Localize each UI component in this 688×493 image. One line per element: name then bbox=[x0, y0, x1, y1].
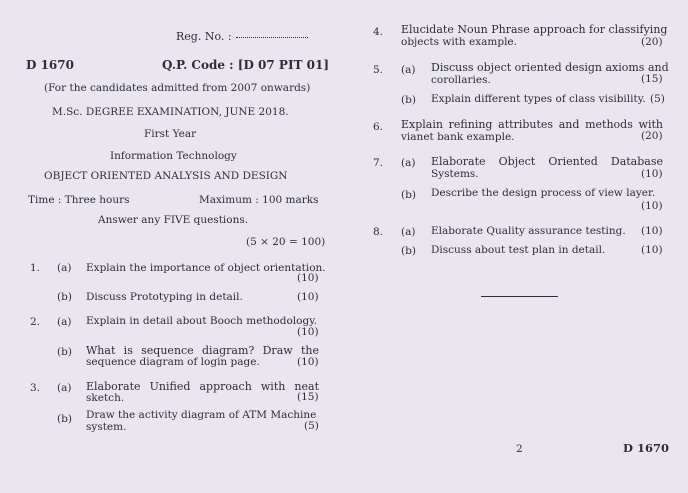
q6-marks: (20) bbox=[641, 130, 663, 142]
time-allowed: Time : Three hours bbox=[28, 194, 130, 206]
qp-code: Q.P. Code : [D 07 PIT 01] bbox=[162, 58, 330, 72]
q2a-label: (a) bbox=[57, 316, 72, 328]
q1b-label: (b) bbox=[57, 291, 72, 303]
q7a-label: (a) bbox=[401, 157, 416, 169]
q1a-text: Explain the importance of object orientation. bbox=[86, 262, 326, 274]
q3-number: 3. bbox=[30, 382, 41, 394]
q2a-text: Explain in detail about Booch methodology. bbox=[86, 315, 318, 327]
q3b-marks: (5) bbox=[304, 420, 319, 432]
q2b-text-line1: What is sequence diagram? Draw the bbox=[86, 344, 319, 357]
q2a-marks: (10) bbox=[297, 326, 319, 338]
q3b-label: (b) bbox=[57, 413, 72, 425]
end-of-paper-rule bbox=[481, 296, 558, 297]
q5a-text-line2: corollaries. bbox=[431, 74, 491, 86]
q7a-marks: (10) bbox=[641, 168, 663, 180]
q2b-text-line2: sequence diagram of login page. bbox=[86, 356, 260, 368]
q5a-text-line1: Discuss object oriented design axioms and bbox=[431, 61, 669, 74]
q4-number: 4. bbox=[373, 26, 384, 38]
q7-number: 7. bbox=[373, 157, 384, 169]
max-marks: Maximum : 100 marks bbox=[199, 194, 319, 206]
q8a-marks: (10) bbox=[641, 225, 663, 237]
q8b-label: (b) bbox=[401, 245, 416, 257]
q8-number: 8. bbox=[373, 226, 384, 238]
page-number: 2 bbox=[516, 443, 523, 455]
candidates-note: (For the candidates admitted from 2007 onwards) bbox=[44, 82, 311, 94]
q2b-marks: (10) bbox=[297, 356, 319, 368]
q7a-text-line2: Systems. bbox=[431, 168, 479, 180]
programme: Information Technology bbox=[110, 150, 237, 162]
q8b-marks: (10) bbox=[641, 244, 663, 256]
q2b-label: (b) bbox=[57, 346, 72, 358]
q3a-marks: (15) bbox=[297, 391, 319, 403]
q5a-marks: (15) bbox=[641, 73, 663, 85]
q3b-text-line1: Draw the activity diagram of ATM Machine bbox=[86, 409, 317, 421]
q7b-marks: (10) bbox=[641, 200, 663, 212]
q1-number: 1. bbox=[30, 262, 41, 274]
q3b-text-line2: system. bbox=[86, 421, 127, 433]
q3a-label: (a) bbox=[57, 382, 72, 394]
q1a-label: (a) bbox=[57, 262, 72, 274]
reg-no bbox=[176, 30, 308, 43]
subject-title: OBJECT ORIENTED ANALYSIS AND DESIGN bbox=[44, 170, 288, 182]
q4-text-line2: objects with example. bbox=[401, 36, 517, 48]
q6-text-line2: vianet bank example. bbox=[401, 131, 515, 143]
q3a-text-line2: sketch. bbox=[86, 392, 125, 404]
q5b-text: Explain different types of class visibility. bbox=[431, 93, 646, 105]
q7b-text: Describe the design process of view layer. bbox=[431, 187, 656, 199]
q1b-marks: (10) bbox=[297, 291, 319, 303]
reg-no-blank bbox=[236, 37, 308, 38]
q5b-label: (b) bbox=[401, 94, 416, 106]
q4-marks: (20) bbox=[641, 36, 663, 48]
q2-number: 2. bbox=[30, 316, 41, 328]
reg-no-label: Reg. No. : bbox=[176, 30, 232, 43]
footer-paper-code: D 1670 bbox=[623, 441, 669, 455]
q5b-marks: (5) bbox=[650, 93, 665, 105]
q8a-text: Elaborate Quality assurance testing. bbox=[431, 225, 626, 237]
q6-text-line1: Explain refining attributes and methods with bbox=[401, 118, 663, 131]
q5a-label: (a) bbox=[401, 64, 416, 76]
exam-title: M.Sc. DEGREE EXAMINATION, JUNE 2018. bbox=[52, 106, 289, 118]
instruction: Answer any FIVE questions. bbox=[98, 214, 249, 226]
year: First Year bbox=[144, 128, 197, 140]
q1a-marks: (10) bbox=[297, 272, 319, 284]
q8a-label: (a) bbox=[401, 226, 416, 238]
q3a-text-line1: Elaborate Unified approach with neat bbox=[86, 380, 319, 393]
q7a-text-line1: Elaborate Object Oriented Database bbox=[431, 155, 663, 168]
q6-number: 6. bbox=[373, 121, 384, 133]
q8b-text: Discuss about test plan in detail. bbox=[431, 244, 606, 256]
q4-text-line1: Elucidate Noun Phrase approach for classifying bbox=[401, 23, 668, 36]
marks-scheme: (5 × 20 = 100) bbox=[246, 236, 326, 248]
q1b-text: Discuss Prototyping in detail. bbox=[86, 291, 243, 303]
q5-number: 5. bbox=[373, 64, 384, 76]
paper-code: D 1670 bbox=[26, 58, 74, 72]
q7b-label: (b) bbox=[401, 189, 416, 201]
